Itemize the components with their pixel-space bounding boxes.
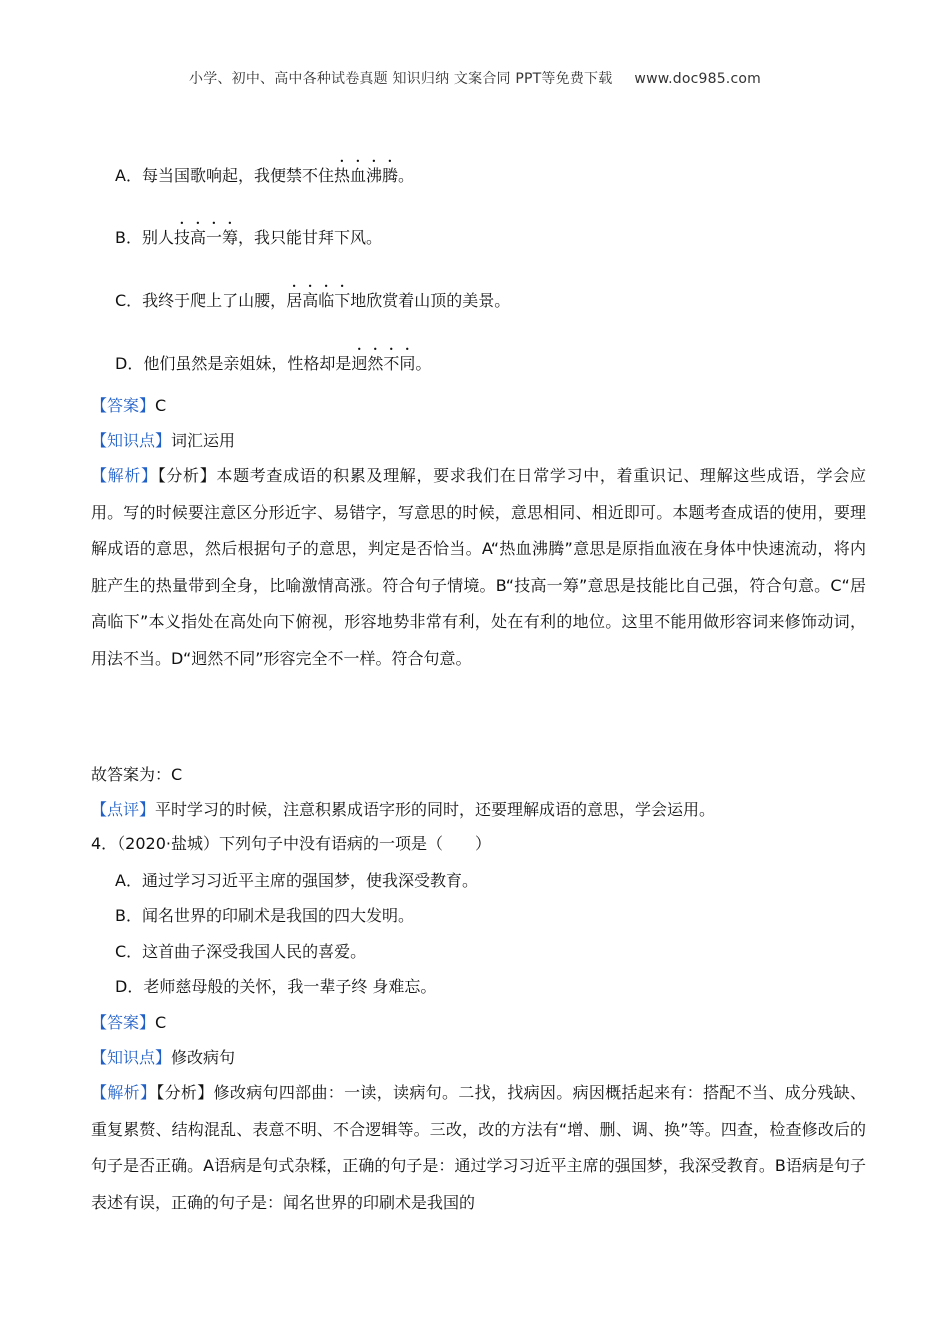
q4-analysis: [91, 1075, 866, 1221]
header-site-link[interactable]: www.doc985.com: [634, 71, 761, 87]
knowledge-value: 修改病句: [171, 1048, 236, 1067]
option-c-suffix: 地欣赏着山顶的美景。: [350, 291, 511, 310]
option-a-prefix: A．每当国歌响起，我便禁不住: [115, 166, 334, 185]
q4-option-d: D．老师慈母般的关怀，我一辈子终 身难忘。: [115, 977, 437, 996]
option-b-prefix: B．别人: [115, 228, 174, 247]
answer-value: C: [155, 396, 167, 415]
page-header: [0, 68, 950, 88]
q3-option-d: [115, 345, 431, 376]
option-c-prefix: C．我终于爬上了山腰，: [115, 291, 287, 310]
comment-text: 平时学习的时候，注意积累成语字形的同时，还要理解成语的意思，学会运用。: [155, 800, 716, 819]
answer-tag: 【答案】: [91, 396, 156, 415]
q3-conclusion: 故答案为：C: [91, 765, 183, 784]
option-d-idiom: 迥然不同: [351, 354, 416, 373]
option-a-idiom: 热血沸腾: [333, 166, 398, 185]
q3-option-a: [115, 157, 414, 188]
analysis-tag: 【解析】: [91, 466, 158, 485]
q4-option-a: A．通过学习习近平主席的强国梦，使我深受教育。: [115, 871, 478, 890]
answer-value: C: [155, 1013, 167, 1032]
q4-option-b: B．闻名世界的印刷术是我国的四大发明。: [115, 906, 414, 925]
knowledge-tag: 【知识点】: [91, 431, 172, 450]
option-a-suffix: 。: [397, 166, 414, 185]
q3-comment: [91, 798, 715, 822]
q3-option-c: [115, 282, 510, 313]
q4-stem: 4．（2020·盐城）下列句子中没有语病的一项是（ ）: [91, 834, 491, 853]
knowledge-value: 词汇运用: [171, 431, 236, 450]
option-c-idiom: 居高临下: [286, 291, 351, 310]
analysis-text: 【分析】修改病句四部曲：一读，读病句。二找，找病因。病因概括起来有：搭配不当、成分残缺、重复累赘、结构混乱、表意不明、不合逻辑等。三改，改的方法有“增、删、调、换”等。四查，检查修改后的句子是否正确。A语病是句式杂糅，正确的句子是：通过学习习近平主席的强国梦，我深受教育。B语病是句子表述有误，正确的句子是：闻名世界的印刷术是我国的: [91, 1083, 866, 1212]
q3-option-b: [115, 219, 382, 250]
option-d-prefix: D．他们虽然是亲姐妹，性格却是: [115, 354, 352, 373]
analysis-text: 【分析】本题考查成语的积累及理解，要求我们在日常学习中，着重识记、理解这些成语，学会应用。写的时候要注意区分形近字、易错字，写意思的时候，意思相同、相近即可。本题考查成语的使用，要理解成语的意思，然后根据句子的意思，判定是否恰当。A“热血沸腾”意思是原指血液在身体中快速流动，将内脏产生的热量带到全身，比喻激情高涨。符合句子情境。B“技高一筹”意思是技能比自己强，符合句意。C“居高临下”本义指处在高处向下俯视，形容地势非常有利，处在有利的地位。这里不能用做形容词来修饰动词，用法不当。D“迥然不同”形容完全不一样。符合句意。: [91, 466, 866, 668]
q4-knowledge: [91, 1046, 235, 1070]
answer-tag: 【答案】: [91, 1013, 156, 1032]
q4-option-c: C．这首曲子深受我国人民的喜爱。: [115, 942, 367, 961]
q3-answer: [91, 394, 166, 418]
knowledge-tag: 【知识点】: [91, 1048, 172, 1067]
q3-knowledge: [91, 429, 235, 453]
header-slogan: 小学、初中、高中各种试卷真题 知识归纳 文案合同 PPT等免费下载: [189, 71, 613, 87]
option-b-idiom: 技高一筹: [173, 228, 238, 247]
option-b-suffix: ，我只能甘拜下风。: [238, 228, 383, 247]
q4-answer: [91, 1011, 166, 1035]
comment-tag: 【点评】: [91, 800, 156, 819]
option-d-suffix: 。: [415, 354, 432, 373]
q3-analysis: [91, 458, 866, 677]
analysis-tag: 【解析】: [91, 1083, 157, 1102]
